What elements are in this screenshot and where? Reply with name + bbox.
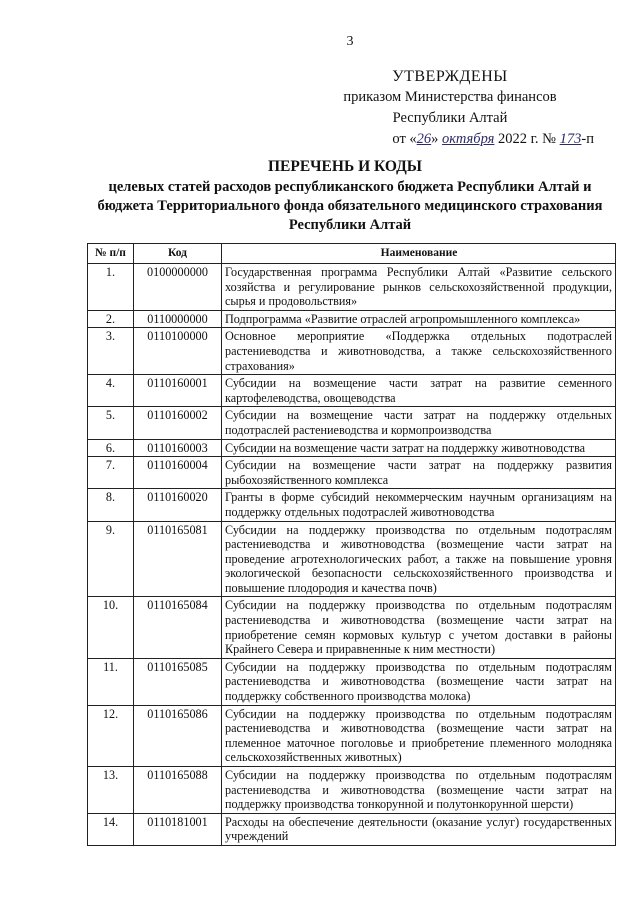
date-day: 26 [416,131,432,147]
table-row [88,521,616,597]
row-name: Государственная программа Республики Алтай «Развитие сельского хозяйства и регулирование рынков сельскохозяйственной продукции, сырья и продовольствия» [222,264,616,311]
row-name: Субсидии на поддержку производства по отдельным подотраслям растениеводства и животноводства (возмещение части затрат на поддержку производства тонкорунной и полутонкорунной шерсти) [222,767,616,814]
row-name: Подпрограмма «Развитие отраслей агропромышленного комплекса» [222,310,616,328]
row-name: Субсидии на поддержку производства по отдельным подотраслям растениеводства и животноводства (возмещение части затрат на проведение агротехнологических работ, а также на повышение уровня экологической безопасности сельскохозяйственного производства и повышение плодородия и качества почв) [222,521,616,597]
row-name: Субсидии на возмещение части затрат на поддержку отдельных подотраслей растениеводства и кормопроизводства [222,407,616,439]
row-num: 9. [88,521,134,597]
row-num: 14. [88,813,134,845]
row-code: 0110165085 [134,658,222,705]
row-num: 4. [88,375,134,407]
row-name: Субсидии на поддержку производства по отдельным подотраслям растениеводства и животноводства (возмещение части затрат на приобретение семян кормовых культур с учетом доставки в районы Крайнего Севера и приравненные к ним местности) [222,597,616,658]
row-num: 5. [88,407,134,439]
table-row [88,375,616,407]
row-name: Субсидии на возмещение части затрат на поддержку животноводства [222,439,616,457]
row-num: 13. [88,767,134,814]
row-name: Субсидии на возмещение части затрат на поддержку развития рыбохозяйственного комплекса [222,457,616,489]
row-code: 0110160020 [134,489,222,521]
row-code: 0110160003 [134,439,222,457]
table-header-row [88,244,616,264]
approval-block [300,66,600,150]
approval-line-2: приказом Министерства финансов [343,89,557,105]
row-code: 0110181001 [134,813,222,845]
row-code: 0110165084 [134,597,222,658]
table-row [88,310,616,328]
row-code: 0110165081 [134,521,222,597]
row-name: Субсидии на поддержку производства по отдельным подотраслям растениеводства и животноводства (возмещение части затрат на поддержку собственного производства молока) [222,658,616,705]
row-num: 11. [88,658,134,705]
table-row [88,658,616,705]
row-code: 0110000000 [134,310,222,328]
date-year: 2022 г. № [498,131,557,147]
row-num: 2. [88,310,134,328]
row-name: Субсидии на поддержку производства по отдельным подотраслям растениеводства и животноводства (возмещение части затрат на племенное маточное поголовье и приобретение племенного молодняка сельскохозяйственных животных) [222,705,616,766]
row-code: 0110165088 [134,767,222,814]
row-code: 0110160002 [134,407,222,439]
row-code: 0110165086 [134,705,222,766]
date-suffix: -п [581,131,594,147]
approval-line-1: УТВЕРЖДЕНЫ [392,68,508,85]
row-num: 12. [88,705,134,766]
table-row [88,457,616,489]
codes-table [87,243,616,846]
row-num: 3. [88,328,134,375]
header-name: Наименование [222,244,616,264]
row-code: 0110160001 [134,375,222,407]
table-row [88,813,616,845]
date-mid: » [431,131,439,147]
date-prefix: от « [392,131,417,147]
document-subtitle: целевых статей расходов республиканского бюджета Республики Алтай и бюджета Территориального фонда обязательного медицинского страхования Республики Алтай [97,179,603,233]
row-num: 6. [88,439,134,457]
table-row [88,264,616,311]
row-num: 10. [88,597,134,658]
table-row [88,705,616,766]
approval-date-line [300,129,600,150]
row-name: Расходы на обеспечение деятельности (оказание услуг) государственных учреждений [222,813,616,845]
row-name: Гранты в форме субсидий некоммерческим научным организациям на поддержку отдельных подотраслей животноводства [222,489,616,521]
row-num: 7. [88,457,134,489]
table-row [88,767,616,814]
table-row [88,328,616,375]
row-name: Субсидии на возмещение части затрат на развитие семенного картофелеводства, овощеводства [222,375,616,407]
row-code: 0110100000 [134,328,222,375]
header-num: № п/п [88,244,134,264]
table-row [88,439,616,457]
document-title: ПЕРЕЧЕНЬ И КОДЫ [267,158,423,175]
table-row [88,489,616,521]
row-num: 8. [88,489,134,521]
row-name: Основное мероприятие «Поддержка отдельных подотраслей растениеводства и животноводства, а также сельскохозяйственного страхования» [222,328,616,375]
row-code: 0110160004 [134,457,222,489]
date-month: октября [442,131,495,147]
header-code: Код [134,244,222,264]
page-number: 3 [346,34,354,49]
table-row [88,407,616,439]
row-num: 1. [88,264,134,311]
approval-line-3: Республики Алтай [392,110,508,126]
date-number: 173 [559,131,582,147]
table-row [88,597,616,658]
row-code: 0100000000 [134,264,222,311]
